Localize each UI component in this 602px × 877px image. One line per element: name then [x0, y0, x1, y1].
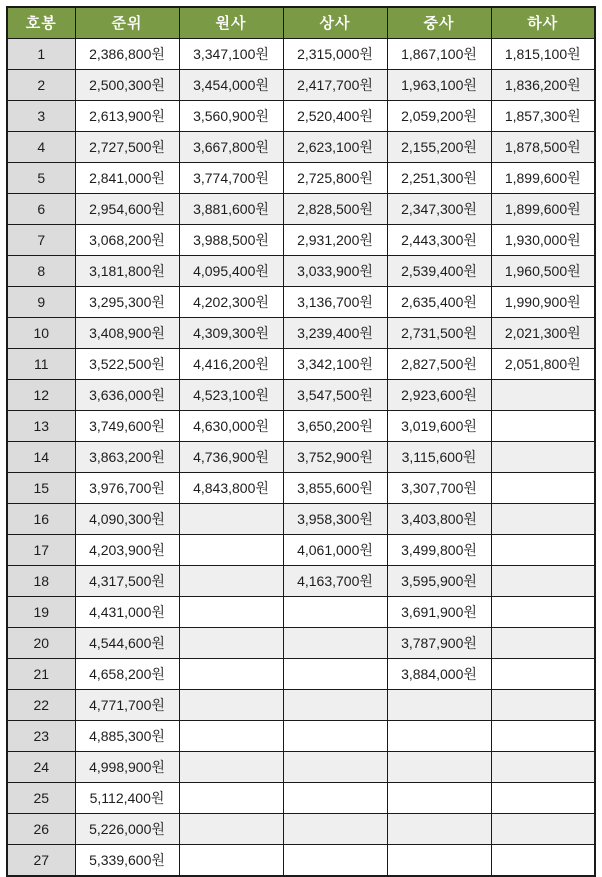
table-row — [7, 845, 595, 877]
pay-cell-junwi: 3,068,200원 — [75, 225, 179, 256]
rank-cell-hobong: 8 — [7, 256, 75, 287]
table-row — [7, 163, 595, 194]
rank-cell-hobong: 23 — [7, 721, 75, 752]
table-row — [7, 287, 595, 318]
pay-cell-hasa: 1,815,100원 — [491, 39, 595, 70]
table-row — [7, 628, 595, 659]
pay-cell-hasa — [491, 814, 595, 845]
pay-cell-jungsa: 2,827,500원 — [387, 349, 491, 380]
pay-cell-hasa — [491, 721, 595, 752]
table-row — [7, 659, 595, 690]
pay-cell-sangsa — [283, 752, 387, 783]
rank-cell-hobong: 26 — [7, 814, 75, 845]
pay-cell-wonsa: 3,774,700원 — [179, 163, 283, 194]
table-row — [7, 597, 595, 628]
table-row — [7, 380, 595, 411]
pay-cell-wonsa: 4,416,200원 — [179, 349, 283, 380]
pay-cell-sangsa: 3,136,700원 — [283, 287, 387, 318]
pay-cell-hasa: 1,960,500원 — [491, 256, 595, 287]
pay-cell-wonsa — [179, 628, 283, 659]
pay-cell-wonsa: 4,630,000원 — [179, 411, 283, 442]
rank-cell-hobong: 12 — [7, 380, 75, 411]
pay-cell-jungsa: 3,787,900원 — [387, 628, 491, 659]
rank-cell-hobong: 27 — [7, 845, 75, 877]
pay-cell-sangsa — [283, 845, 387, 877]
pay-cell-sangsa — [283, 783, 387, 814]
pay-cell-wonsa: 4,095,400원 — [179, 256, 283, 287]
pay-cell-wonsa: 3,560,900원 — [179, 101, 283, 132]
pay-cell-wonsa: 4,202,300원 — [179, 287, 283, 318]
table-row — [7, 411, 595, 442]
table-row — [7, 70, 595, 101]
rank-cell-hobong: 20 — [7, 628, 75, 659]
pay-cell-jungsa — [387, 721, 491, 752]
pay-cell-jungsa: 2,059,200원 — [387, 101, 491, 132]
pay-cell-sangsa — [283, 659, 387, 690]
pay-cell-junwi: 2,500,300원 — [75, 70, 179, 101]
column-header-jungsa: 중사 — [387, 7, 491, 39]
rank-cell-hobong: 19 — [7, 597, 75, 628]
pay-cell-hasa — [491, 411, 595, 442]
pay-cell-wonsa: 4,736,900원 — [179, 442, 283, 473]
pay-cell-wonsa — [179, 504, 283, 535]
pay-cell-sangsa: 4,163,700원 — [283, 566, 387, 597]
pay-cell-junwi: 3,522,500원 — [75, 349, 179, 380]
rank-cell-hobong: 18 — [7, 566, 75, 597]
pay-cell-jungsa: 2,923,600원 — [387, 380, 491, 411]
pay-cell-junwi: 3,408,900원 — [75, 318, 179, 349]
pay-cell-hasa — [491, 845, 595, 877]
table-row — [7, 721, 595, 752]
pay-cell-wonsa — [179, 659, 283, 690]
pay-cell-hasa — [491, 566, 595, 597]
pay-cell-wonsa: 4,843,800원 — [179, 473, 283, 504]
pay-cell-jungsa: 3,019,600원 — [387, 411, 491, 442]
pay-cell-junwi: 5,112,400원 — [75, 783, 179, 814]
table-row — [7, 349, 595, 380]
pay-cell-sangsa — [283, 721, 387, 752]
pay-cell-junwi: 4,317,500원 — [75, 566, 179, 597]
pay-cell-wonsa: 3,988,500원 — [179, 225, 283, 256]
pay-cell-jungsa: 2,443,300원 — [387, 225, 491, 256]
pay-cell-junwi: 3,636,000원 — [75, 380, 179, 411]
rank-cell-hobong: 7 — [7, 225, 75, 256]
pay-cell-hasa: 1,990,900원 — [491, 287, 595, 318]
pay-cell-junwi: 5,226,000원 — [75, 814, 179, 845]
pay-cell-jungsa: 1,867,100원 — [387, 39, 491, 70]
rank-cell-hobong: 10 — [7, 318, 75, 349]
military-pay-scale-table — [6, 6, 596, 877]
pay-cell-junwi: 3,749,600원 — [75, 411, 179, 442]
table-row — [7, 783, 595, 814]
table-row — [7, 194, 595, 225]
table-row — [7, 535, 595, 566]
pay-cell-hasa — [491, 752, 595, 783]
pay-cell-junwi: 3,181,800원 — [75, 256, 179, 287]
pay-cell-jungsa — [387, 845, 491, 877]
table-row — [7, 814, 595, 845]
pay-cell-sangsa: 3,547,500원 — [283, 380, 387, 411]
pay-cell-hasa — [491, 628, 595, 659]
pay-cell-hasa — [491, 473, 595, 504]
pay-cell-sangsa — [283, 814, 387, 845]
rank-cell-hobong: 13 — [7, 411, 75, 442]
table-row — [7, 225, 595, 256]
rank-cell-hobong: 1 — [7, 39, 75, 70]
pay-cell-junwi: 4,658,200원 — [75, 659, 179, 690]
rank-cell-hobong: 22 — [7, 690, 75, 721]
pay-cell-wonsa — [179, 783, 283, 814]
table-header-row — [7, 7, 595, 39]
pay-cell-jungsa: 1,963,100원 — [387, 70, 491, 101]
pay-cell-wonsa: 4,523,100원 — [179, 380, 283, 411]
pay-cell-jungsa: 3,691,900원 — [387, 597, 491, 628]
pay-cell-junwi: 2,727,500원 — [75, 132, 179, 163]
pay-cell-wonsa — [179, 752, 283, 783]
rank-cell-hobong: 3 — [7, 101, 75, 132]
table-row — [7, 442, 595, 473]
rank-cell-hobong: 14 — [7, 442, 75, 473]
rank-cell-hobong: 25 — [7, 783, 75, 814]
pay-cell-hasa: 1,857,300원 — [491, 101, 595, 132]
rank-cell-hobong: 6 — [7, 194, 75, 225]
column-header-hasa: 하사 — [491, 7, 595, 39]
pay-cell-jungsa — [387, 783, 491, 814]
pay-cell-sangsa: 3,239,400원 — [283, 318, 387, 349]
rank-cell-hobong: 11 — [7, 349, 75, 380]
pay-cell-sangsa: 3,958,300원 — [283, 504, 387, 535]
table-row — [7, 690, 595, 721]
pay-cell-sangsa: 3,033,900원 — [283, 256, 387, 287]
column-header-hobong: 호봉 — [7, 7, 75, 39]
pay-cell-jungsa: 2,155,200원 — [387, 132, 491, 163]
pay-cell-jungsa: 2,731,500원 — [387, 318, 491, 349]
pay-cell-hasa — [491, 504, 595, 535]
pay-cell-hasa — [491, 380, 595, 411]
pay-cell-jungsa: 3,403,800원 — [387, 504, 491, 535]
pay-cell-junwi: 4,544,600원 — [75, 628, 179, 659]
pay-cell-jungsa: 2,635,400원 — [387, 287, 491, 318]
pay-cell-hasa: 1,930,000원 — [491, 225, 595, 256]
column-header-junwi: 준위 — [75, 7, 179, 39]
pay-cell-hasa — [491, 597, 595, 628]
table-row — [7, 256, 595, 287]
pay-cell-hasa — [491, 442, 595, 473]
pay-cell-wonsa: 3,667,800원 — [179, 132, 283, 163]
rank-cell-hobong: 17 — [7, 535, 75, 566]
pay-cell-hasa — [491, 535, 595, 566]
pay-cell-junwi: 4,998,900원 — [75, 752, 179, 783]
pay-cell-junwi: 3,976,700원 — [75, 473, 179, 504]
pay-cell-jungsa: 2,347,300원 — [387, 194, 491, 225]
pay-cell-sangsa — [283, 628, 387, 659]
pay-cell-hasa: 2,051,800원 — [491, 349, 595, 380]
pay-cell-sangsa: 4,061,000원 — [283, 535, 387, 566]
pay-cell-jungsa — [387, 814, 491, 845]
rank-cell-hobong: 4 — [7, 132, 75, 163]
rank-cell-hobong: 9 — [7, 287, 75, 318]
table-header — [7, 7, 595, 39]
pay-cell-wonsa — [179, 814, 283, 845]
rank-cell-hobong: 24 — [7, 752, 75, 783]
rank-cell-hobong: 15 — [7, 473, 75, 504]
pay-cell-sangsa: 3,855,600원 — [283, 473, 387, 504]
rank-cell-hobong: 21 — [7, 659, 75, 690]
pay-cell-wonsa: 4,309,300원 — [179, 318, 283, 349]
table-row — [7, 504, 595, 535]
rank-cell-hobong: 5 — [7, 163, 75, 194]
table-row — [7, 132, 595, 163]
pay-cell-wonsa — [179, 690, 283, 721]
pay-cell-jungsa: 3,595,900원 — [387, 566, 491, 597]
pay-cell-wonsa: 3,881,600원 — [179, 194, 283, 225]
pay-cell-sangsa: 3,650,200원 — [283, 411, 387, 442]
pay-cell-wonsa: 3,347,100원 — [179, 39, 283, 70]
pay-cell-sangsa: 2,623,100원 — [283, 132, 387, 163]
rank-cell-hobong: 16 — [7, 504, 75, 535]
pay-cell-junwi: 2,954,600원 — [75, 194, 179, 225]
pay-cell-jungsa — [387, 690, 491, 721]
pay-cell-hasa: 1,899,600원 — [491, 163, 595, 194]
pay-cell-junwi: 5,339,600원 — [75, 845, 179, 877]
column-header-sangsa: 상사 — [283, 7, 387, 39]
pay-cell-hasa: 2,021,300원 — [491, 318, 595, 349]
pay-cell-junwi: 4,771,700원 — [75, 690, 179, 721]
pay-cell-hasa — [491, 659, 595, 690]
pay-cell-wonsa — [179, 721, 283, 752]
pay-cell-junwi: 2,386,800원 — [75, 39, 179, 70]
column-header-wonsa: 원사 — [179, 7, 283, 39]
table-row — [7, 101, 595, 132]
pay-cell-jungsa: 3,499,800원 — [387, 535, 491, 566]
pay-cell-junwi: 2,613,900원 — [75, 101, 179, 132]
pay-cell-jungsa: 3,115,600원 — [387, 442, 491, 473]
pay-cell-jungsa: 2,251,300원 — [387, 163, 491, 194]
pay-cell-wonsa: 3,454,000원 — [179, 70, 283, 101]
pay-cell-jungsa: 3,307,700원 — [387, 473, 491, 504]
table-row — [7, 566, 595, 597]
pay-cell-wonsa — [179, 597, 283, 628]
table-row — [7, 473, 595, 504]
pay-cell-wonsa — [179, 566, 283, 597]
table-row — [7, 752, 595, 783]
pay-cell-sangsa: 2,931,200원 — [283, 225, 387, 256]
pay-cell-jungsa: 2,539,400원 — [387, 256, 491, 287]
pay-cell-sangsa: 2,828,500원 — [283, 194, 387, 225]
pay-cell-jungsa — [387, 752, 491, 783]
pay-cell-junwi: 2,841,000원 — [75, 163, 179, 194]
pay-cell-wonsa — [179, 845, 283, 877]
pay-cell-hasa: 1,836,200원 — [491, 70, 595, 101]
pay-cell-sangsa — [283, 597, 387, 628]
pay-cell-hasa — [491, 690, 595, 721]
pay-cell-hasa: 1,899,600원 — [491, 194, 595, 225]
table-row — [7, 39, 595, 70]
pay-cell-sangsa: 3,752,900원 — [283, 442, 387, 473]
pay-cell-junwi: 4,203,900원 — [75, 535, 179, 566]
pay-cell-sangsa: 2,315,000원 — [283, 39, 387, 70]
pay-cell-sangsa: 2,417,700원 — [283, 70, 387, 101]
pay-cell-junwi: 4,431,000원 — [75, 597, 179, 628]
pay-cell-junwi: 4,090,300원 — [75, 504, 179, 535]
pay-cell-hasa: 1,878,500원 — [491, 132, 595, 163]
pay-cell-sangsa: 2,520,400원 — [283, 101, 387, 132]
table-body — [7, 39, 595, 877]
pay-cell-junwi: 4,885,300원 — [75, 721, 179, 752]
pay-cell-sangsa — [283, 690, 387, 721]
pay-cell-sangsa: 3,342,100원 — [283, 349, 387, 380]
pay-cell-sangsa: 2,725,800원 — [283, 163, 387, 194]
pay-cell-jungsa: 3,884,000원 — [387, 659, 491, 690]
table-row — [7, 318, 595, 349]
rank-cell-hobong: 2 — [7, 70, 75, 101]
pay-cell-junwi: 3,863,200원 — [75, 442, 179, 473]
pay-cell-wonsa — [179, 535, 283, 566]
pay-cell-junwi: 3,295,300원 — [75, 287, 179, 318]
pay-cell-hasa — [491, 783, 595, 814]
